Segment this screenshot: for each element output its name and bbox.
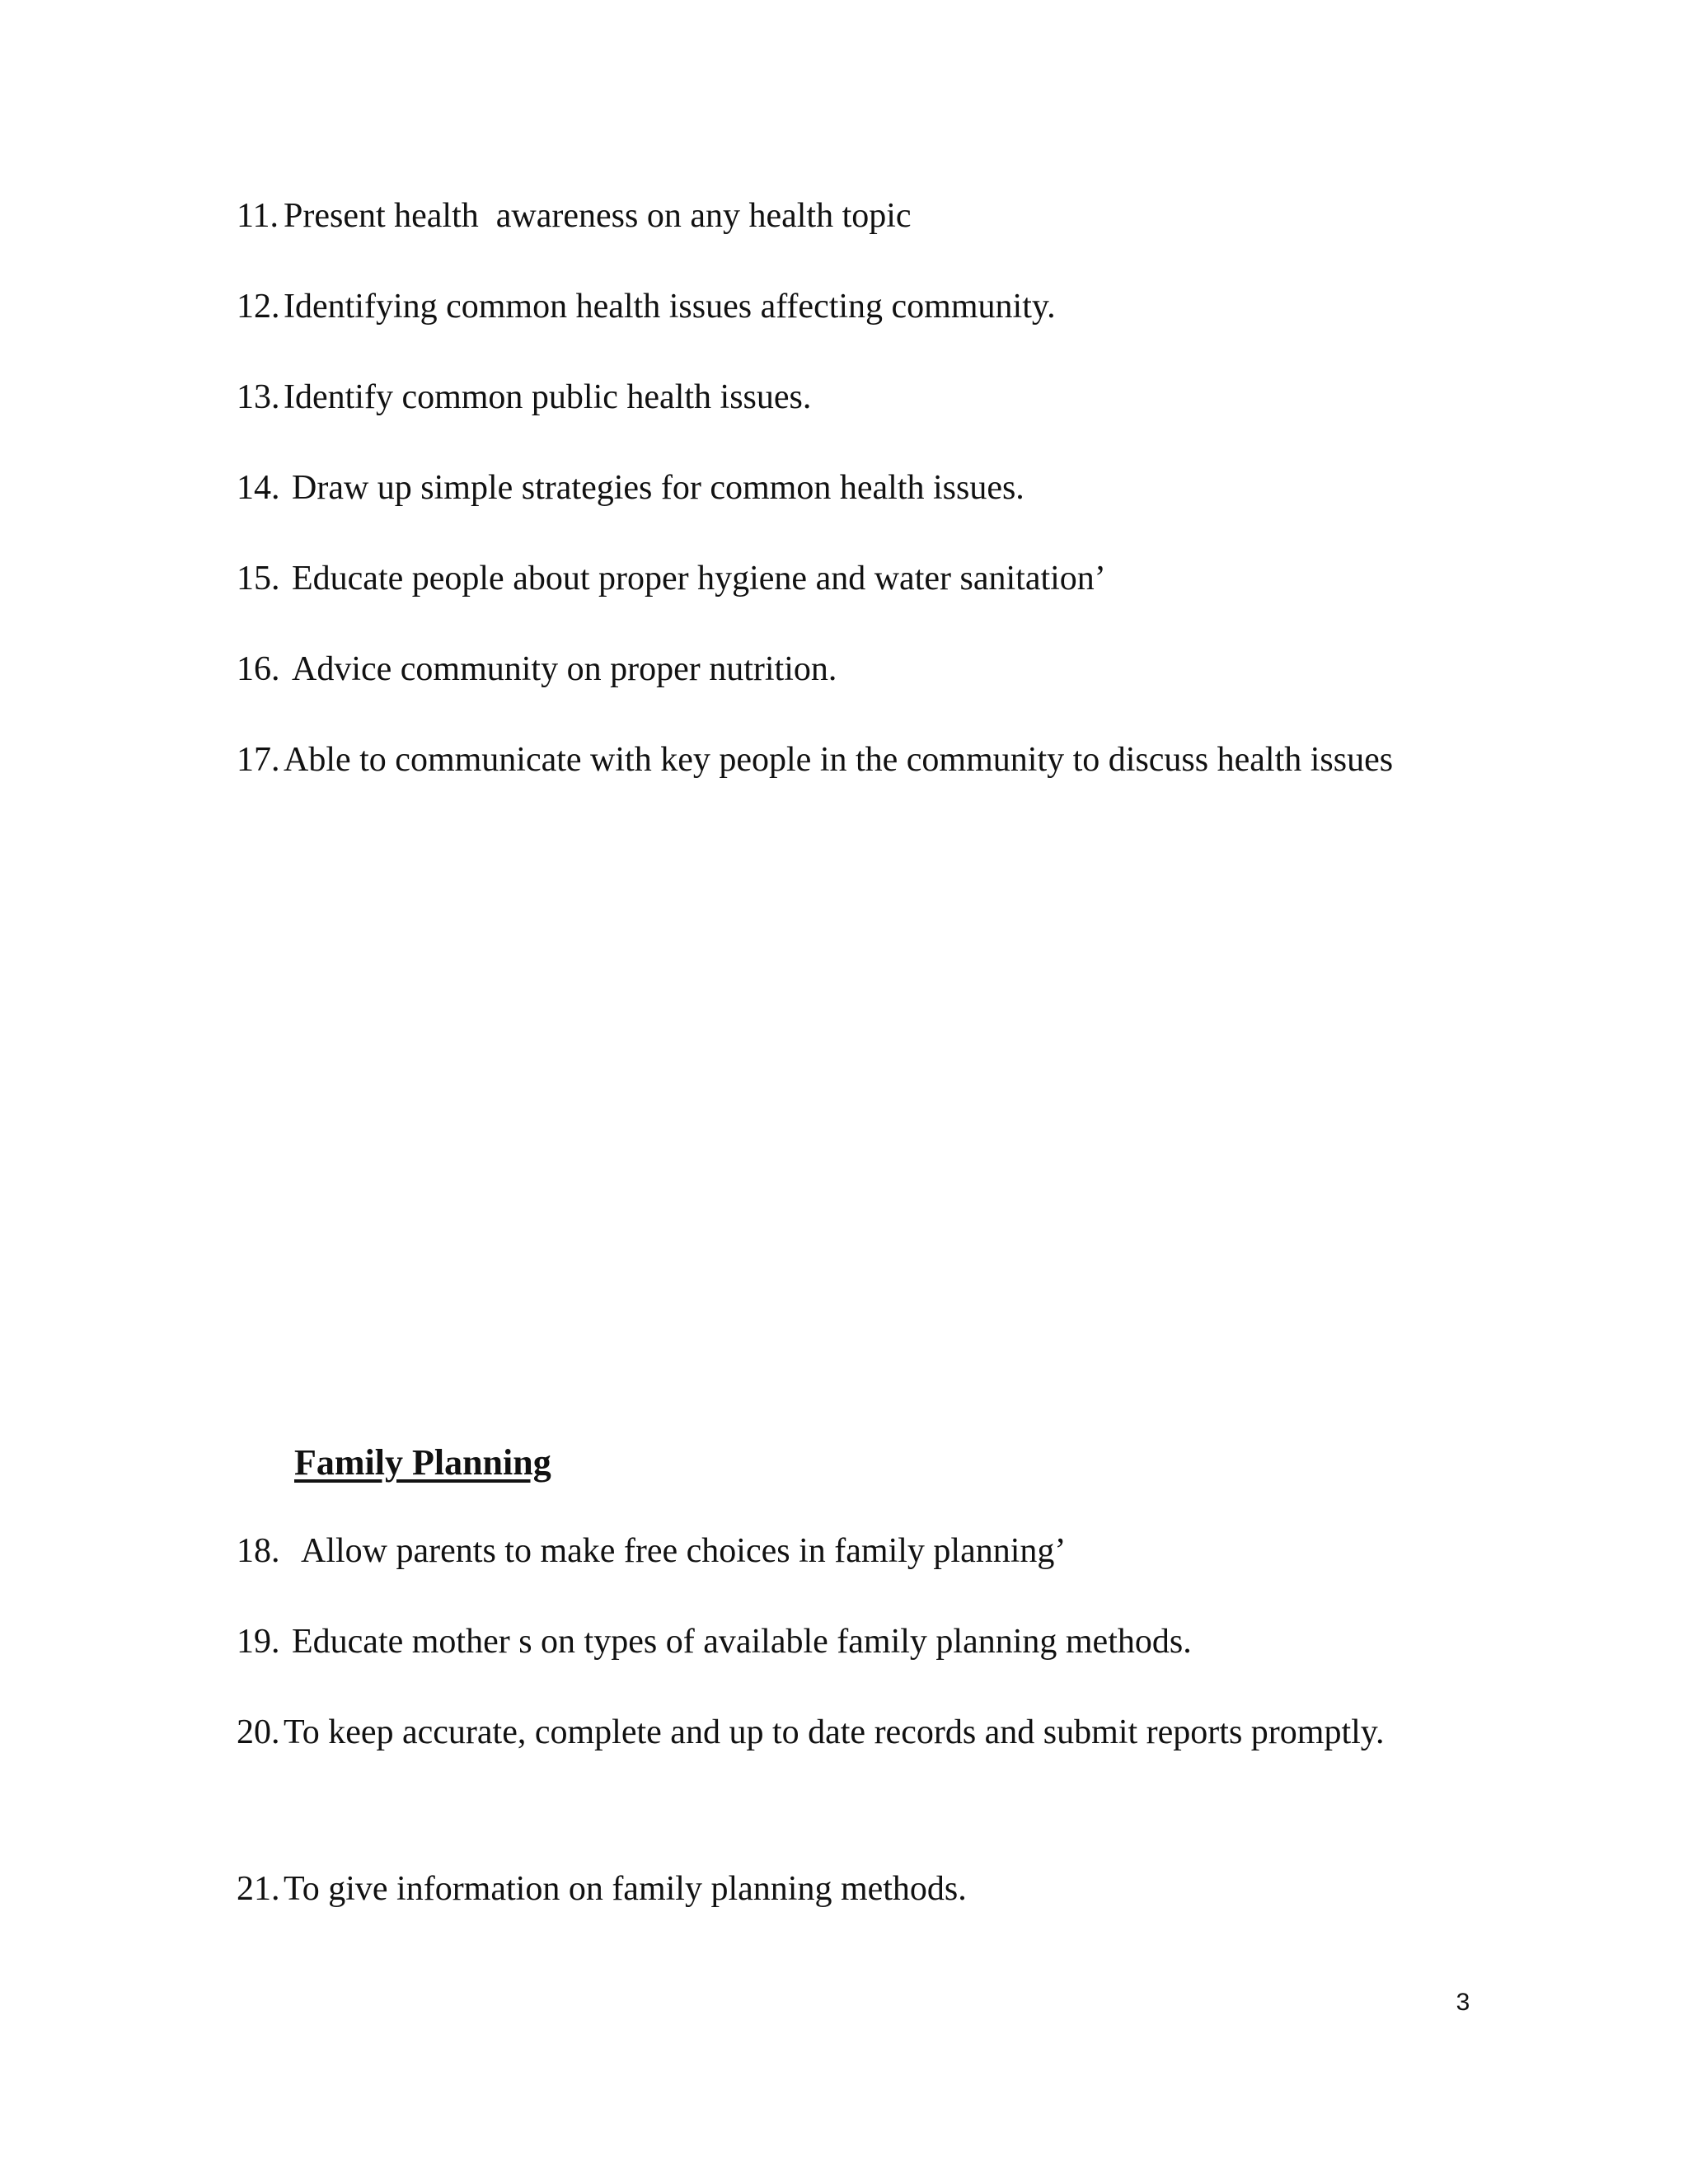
- list-item-text: Identifying common health issues affecting community.: [284, 288, 1056, 326]
- list-item-21: [237, 1858, 1481, 1921]
- list-item-number: 17.: [237, 741, 280, 779]
- list-item-17: [237, 729, 1481, 792]
- list-item-14: [237, 457, 1481, 520]
- list-item-text: Advice community on proper nutrition.: [292, 650, 837, 688]
- list-item-number: 18.: [237, 1532, 280, 1570]
- list-item-number: 12.: [237, 288, 280, 326]
- list-item-text: Identify common public health issues.: [284, 378, 812, 416]
- list-item-text: Educate people about proper hygiene and water sanitation’: [292, 560, 1106, 598]
- list-item-number: 16.: [237, 650, 280, 688]
- list-item-text: Draw up simple strategies for common health issues.: [292, 469, 1025, 507]
- list-item-text: To keep accurate, complete and up to date records and submit reports promptly.: [284, 1713, 1385, 1751]
- list-item-11: [237, 185, 1481, 248]
- list-item-18: [237, 1520, 1481, 1583]
- list-item-text: Able to communicate with key people in the community to discuss health issues: [284, 741, 1394, 779]
- list-item-number: 19.: [237, 1623, 280, 1661]
- list-item-number: 15.: [237, 560, 280, 598]
- list-item-20: [237, 1701, 1481, 1765]
- section-heading-family-planning: Family Planning: [294, 1442, 551, 1483]
- list-item-number: 11.: [237, 197, 279, 235]
- list-item-text: Present health awareness on any health topic: [284, 197, 912, 235]
- list-item-text: Educate mother s on types of available family planning methods.: [292, 1623, 1192, 1661]
- page-number: 3: [1456, 1989, 1470, 2016]
- list-item-13: [237, 366, 1481, 429]
- list-item-text: Allow parents to make free choices in family planning’: [301, 1532, 1067, 1570]
- list-item-19: [237, 1610, 1481, 1674]
- list-item-12: [237, 275, 1481, 339]
- list-item-number: 13.: [237, 378, 280, 416]
- list-item-16: [237, 638, 1481, 701]
- list-item-number: 14.: [237, 469, 280, 507]
- list-item-15: [237, 547, 1481, 611]
- list-item-text: To give information on family planning methods.: [284, 1870, 967, 1908]
- list-item-number: 21.: [237, 1870, 280, 1908]
- list-item-number: 20.: [237, 1713, 280, 1751]
